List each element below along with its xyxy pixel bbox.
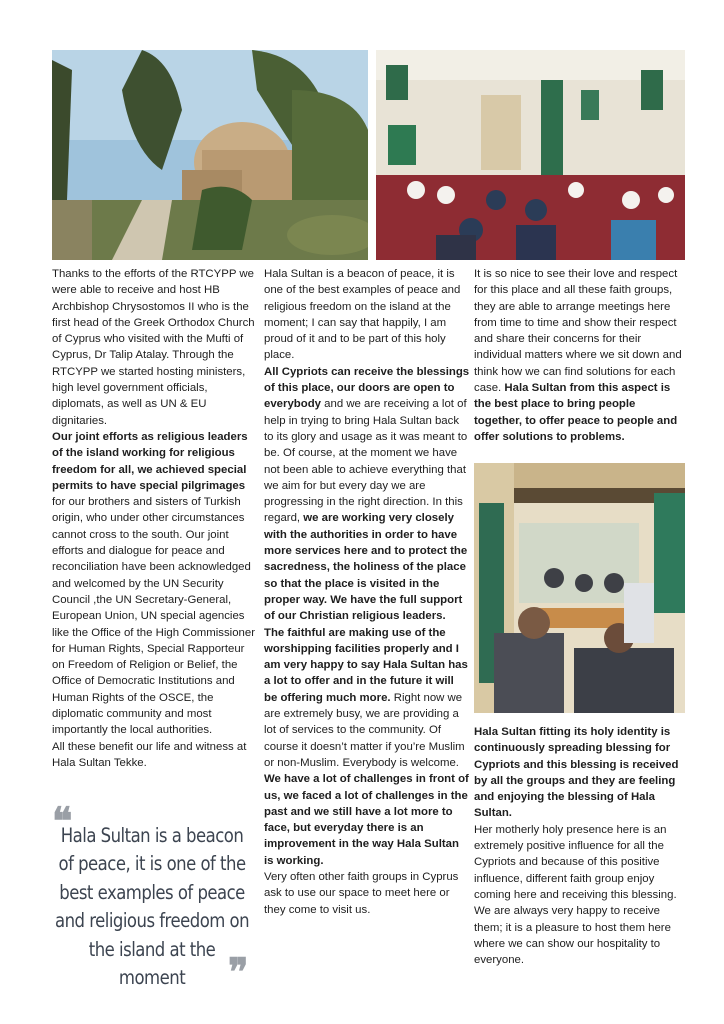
column-right-top [474,266,686,445]
text-faithful-rest: Right now we are extremely busy, we are providing a lot of services to the community. Of course it doesn’t matter if you’re Muslim or non-Muslim. Everybody is welcome. [264,691,465,769]
paragraph-left-benefit: All these benefit our life and witness at Hala Sultan Tekke. [52,740,247,769]
bold-faithful: The faithful are making use of the worshipping facilities properly and I am very happy to say Hala Sultan has a lot to offer and in the future it will be offering much more. [264,626,468,704]
bold-authorities: we are working very closely with the authorities in order to have more services here and to protect the sacredness, the holiness of the place so that the place is visited in the proper way. We have the full support of our Christian religious leaders. [264,512,468,623]
paragraph-middle-faithful [264,625,470,869]
pull-quote-text: Hala Sultan is a beacon of peace, it is one of the best examples of peace and religious freedom on the island at the moment [54,824,250,990]
column-right-bottom [474,724,686,968]
text-blessings-rest: and we are receiving a lot of help in trying to bring Hala Sultan back to its glory and usage as it was meant to be. Of course, at the moment we have not been able to achieve everything that we aim for but every day we are progressing in the right direction. In this regard, [264,398,468,525]
paragraph-middle-blessings [264,364,470,625]
text-love: It is so nice to see their love and respect for this place and all these faith groups, they are able to arrange meetings here from time to time and show their respect and share their concerns for their individual matters where we sit down and think how we can find solutions for each case. [474,268,682,395]
paragraph-right-identity [474,724,686,822]
paragraph-middle-beacon: Hala Sultan is a beacon of peace, it is one of the best examples of peace and religious freedom on the island at the moment; I can say that happily, I am proud of it and to be part of this holy place. [264,268,461,362]
bold-blessings: All Cypriots can receive the blessings of this place, our doors are open to everybody [264,365,470,411]
paragraph-right-love [474,266,686,445]
column-middle [264,266,470,918]
paragraph-left-joint-efforts [52,429,257,739]
open-quote-icon: ❝ [52,798,73,843]
bold-joint-efforts: Our joint efforts as religious leaders of the island working for religious freedom for all, we achieved special permits to have special pilgrimages [52,430,248,492]
arcade-gathering-photo [474,463,685,713]
paragraph-middle-faith-groups: Very often other faith groups in Cyprus ask to use our space to meet here or they come to visit us. [264,870,459,916]
close-quote-icon: ❞ [228,949,249,994]
garden-mosque-photo [52,50,368,260]
column-left [52,266,257,771]
bold-challenges: We have a lot of challenges in front of us, we faced a lot of challenges in the past and we still have a lot more to face, but everyday there is an improvement in the way Hala Sultan is working. [264,773,469,867]
paragraph-left-intro: Thanks to the efforts of the RTCYPP we were able to receive and host HB Archbishop Chrysostomos II who is the first head of the Greek Orthodox Church of Cyprus who visited with the Mufti of Cyprus, Dr Talip Atalay. Through the RTCYPP we started hosting ministers, high level government officials, diplomats, as well as UN & EU dignitaries. [52,268,255,427]
bold-holy-identity: Hala Sultan fitting its holy identity is continuously spreading blessing for Cypriots and this blessing is received by all the groups and they are feeling and enjoying the blessing of Hala Sultan. [474,726,679,820]
text-joint-efforts-rest: for our brothers and sisters of Turkish origin, who under other circumstances cannot cross to the south. Our joint efforts and dialogue for peace and reconciliation have been acknowledged and welcomed by the UN Security Council ,the UN Secretary-General, European Union, UN special agencies like the Office of the High Commissioner for Human Rights, Special Rapporteur on Freedom of Religion or Belief, the Office of Democratic Institutions and Human Rights of the OSCE, the diplomatic community and most importantly the local authorities. [52,496,256,737]
bold-best-place: Hala Sultan from this aspect is the best place to bring people together, to offer peace to people and offer solutions to problems. [474,382,678,443]
paragraph-right-motherly: Her motherly holy presence here is an extremely positive influence for all the Cypriots and because of this positive influence, different faith group enjoy coming here and receiving this blessing. We are always very happy to receive them; it is a pleasure to host them here where we can show our hospitality to everyone. [474,823,677,967]
mosque-interior-photo [376,50,685,260]
